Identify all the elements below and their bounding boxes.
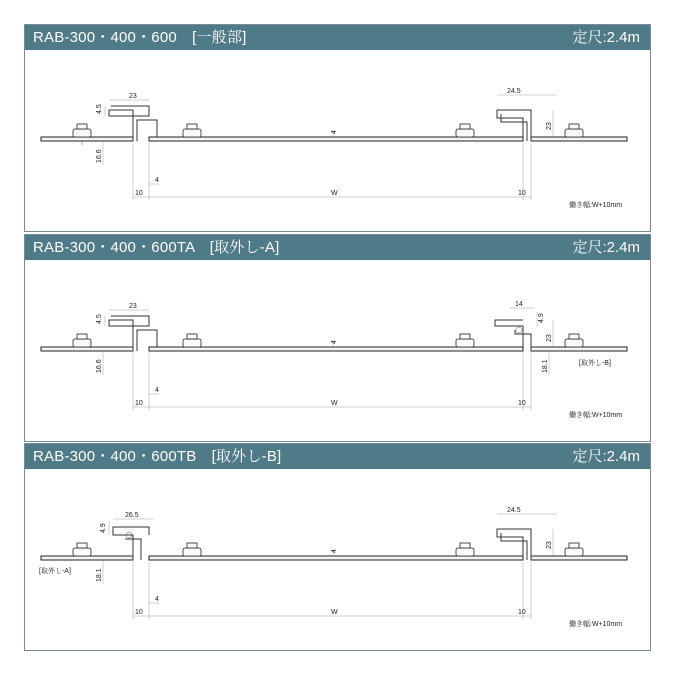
center-plate bbox=[149, 556, 523, 560]
dim-width: W bbox=[331, 609, 338, 616]
dim-gap-left: 10 bbox=[135, 400, 143, 407]
dim-width: W bbox=[331, 190, 338, 197]
bolt-icon bbox=[456, 124, 474, 137]
dim-gap-right: 10 bbox=[518, 190, 526, 197]
dim-right-top: 4.9 bbox=[538, 313, 545, 323]
panel-drawing bbox=[25, 50, 650, 231]
panel-header bbox=[25, 235, 650, 260]
dim-right-width: 24.5 bbox=[507, 88, 521, 95]
center-plate bbox=[149, 137, 523, 141]
left-floor-plate bbox=[41, 347, 133, 351]
panel-title: RAB-300・400・600TA [取外し-A] bbox=[33, 239, 280, 256]
dim-left-base: 18.1 bbox=[96, 568, 103, 582]
working-width-note: 働き幅:W+10mm bbox=[569, 202, 623, 209]
dim-right-height: 23 bbox=[546, 541, 553, 549]
dim-left-height: 4.5 bbox=[96, 104, 103, 114]
dim-left-base: 16.6 bbox=[96, 149, 103, 163]
right-floor-plate bbox=[531, 347, 627, 351]
dim-right-width: 14 bbox=[515, 301, 523, 308]
dim-right-height: 23 bbox=[546, 122, 553, 130]
dim-right-height: 23 bbox=[546, 334, 553, 342]
panel-drawing bbox=[25, 260, 650, 441]
right-floor-plate bbox=[531, 556, 627, 560]
dim-left-width: 26.5 bbox=[125, 512, 139, 519]
bolt-icon bbox=[565, 543, 583, 556]
left-hook-profile bbox=[109, 316, 149, 351]
dim-width: W bbox=[331, 400, 338, 407]
right-floor-plate bbox=[531, 137, 627, 141]
bolt-icon bbox=[565, 334, 583, 347]
left-hook-profile bbox=[109, 106, 149, 141]
dim-gap-small: 4 bbox=[155, 596, 159, 603]
dim-gap-right: 10 bbox=[518, 609, 526, 616]
bolt-icon bbox=[183, 543, 201, 556]
dim-center-thickness: 4 bbox=[331, 549, 338, 553]
cross-section-drawing bbox=[25, 260, 650, 441]
bolt-icon bbox=[183, 334, 201, 347]
bolt-icon bbox=[565, 124, 583, 137]
dim-left-height: 4.5 bbox=[96, 314, 103, 324]
section-panel-removable-a bbox=[24, 234, 651, 442]
center-plate bbox=[149, 347, 523, 351]
working-width-note: 働き幅:W+10mm bbox=[569, 412, 623, 419]
section-panel-removable-b bbox=[24, 443, 651, 651]
panel-length: 定尺:2.4m bbox=[572, 448, 640, 465]
panel-title: RAB-300・400・600 [一般部] bbox=[33, 29, 247, 46]
bolt-icon bbox=[456, 334, 474, 347]
removable-b-label: [取外し-B] bbox=[579, 360, 611, 367]
cross-section-drawing bbox=[25, 50, 650, 231]
dim-gap-right: 10 bbox=[518, 400, 526, 407]
left-floor-plate bbox=[41, 137, 133, 141]
bolt-icon bbox=[73, 334, 91, 347]
dim-gap-small: 4 bbox=[155, 177, 159, 184]
dim-left-width: 23 bbox=[129, 93, 137, 100]
dim-gap-small: 4 bbox=[155, 387, 159, 394]
panel-title: RAB-300・400・600TB [取外し-B] bbox=[33, 448, 282, 465]
panel-length: 定尺:2.4m bbox=[572, 239, 640, 256]
cross-section-drawing bbox=[25, 469, 650, 650]
right-hook-profile bbox=[497, 110, 531, 141]
dim-left-base: 16.6 bbox=[96, 359, 103, 373]
bolt-icon bbox=[73, 543, 91, 556]
panel-header bbox=[25, 25, 650, 50]
section-panel-general bbox=[24, 24, 651, 232]
removable-a-label: [取外し-A] bbox=[39, 568, 71, 575]
dim-gap-left: 10 bbox=[135, 609, 143, 616]
right-hook-profile bbox=[497, 529, 531, 560]
bolt-icon bbox=[183, 124, 201, 137]
panel-length: 定尺:2.4m bbox=[572, 29, 640, 46]
dim-center-thickness: 4 bbox=[331, 340, 338, 344]
panel-drawing bbox=[25, 469, 650, 650]
bolt-icon bbox=[73, 124, 91, 145]
dim-left-height: 4.9 bbox=[100, 523, 107, 533]
dim-right-width: 24.5 bbox=[507, 507, 521, 514]
dim-center-thickness: 4 bbox=[331, 130, 338, 134]
left-hook-profile bbox=[113, 527, 149, 560]
bolt-icon bbox=[456, 543, 474, 556]
dim-gap-left: 10 bbox=[135, 190, 143, 197]
panel-header bbox=[25, 444, 650, 469]
left-floor-plate bbox=[41, 556, 133, 560]
dim-left-width: 23 bbox=[129, 303, 137, 310]
working-width-note: 働き幅:W+10mm bbox=[569, 621, 623, 628]
dim-right-base: 18.1 bbox=[542, 359, 549, 373]
